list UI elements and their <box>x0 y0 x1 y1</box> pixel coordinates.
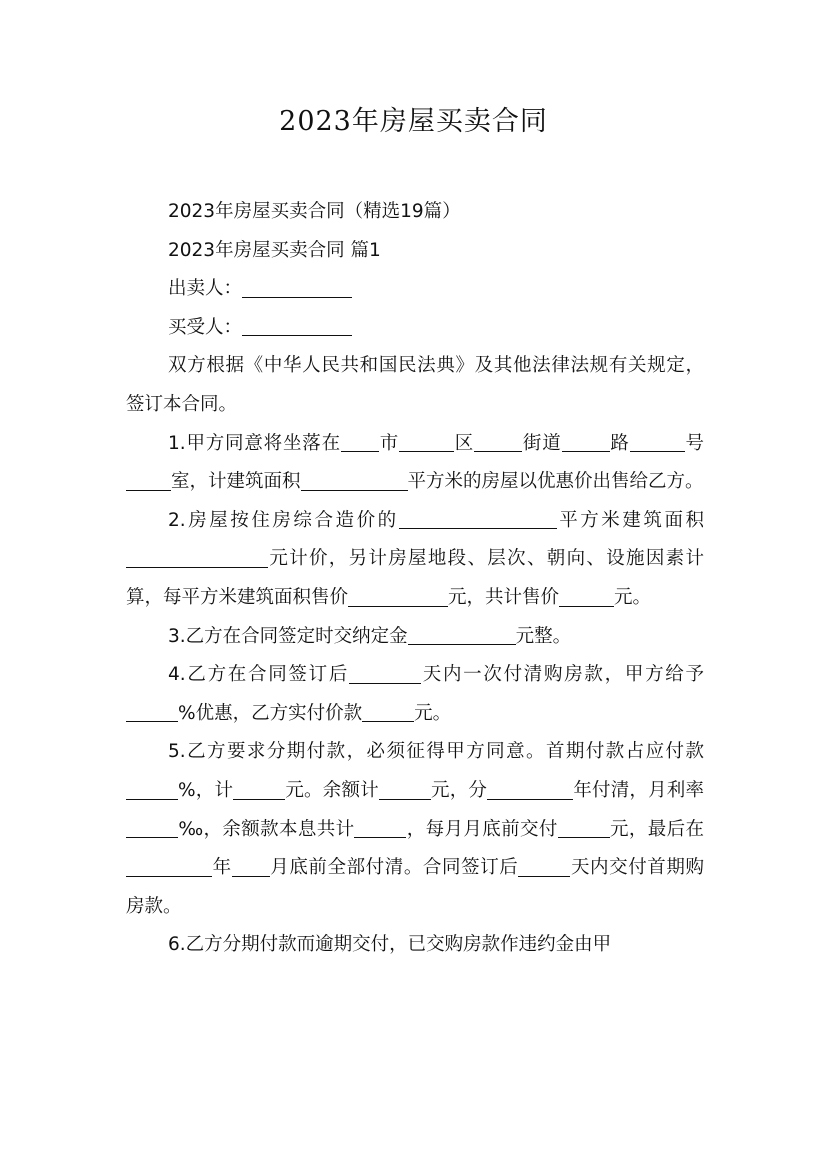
fill-in-blank <box>474 432 522 452</box>
fill-in-blank <box>126 818 178 838</box>
fill-in-blank <box>233 779 285 799</box>
fill-in-blank <box>348 586 448 606</box>
fill-in-blank <box>126 856 212 876</box>
fill-in-blank <box>242 277 352 297</box>
paragraph-text: 2023年房屋买卖合同（精选19篇） <box>168 201 461 222</box>
fill-in-blank <box>399 509 557 529</box>
paragraph-text: 2.房屋按住房综合造价的 <box>168 509 399 531</box>
paragraph-text: %，计 <box>178 779 234 801</box>
paragraph-text: 3.乙方在合同签定时交纳定金 <box>168 625 408 647</box>
paragraph-text: 年付清，月利率 <box>573 779 704 801</box>
paragraph-text: 路 <box>609 432 630 454</box>
paragraph-text: 元，最后在 <box>609 818 704 840</box>
fill-in-blank <box>354 818 406 838</box>
fill-in-blank <box>559 586 614 606</box>
paragraph-text: 元整。 <box>515 625 572 647</box>
paragraph-text: ‰，余额款本息共计 <box>178 818 355 840</box>
paragraph-text: 区 <box>454 432 475 454</box>
paragraph-text: 号 <box>684 432 704 454</box>
fill-in-blank <box>362 702 414 722</box>
paragraph <box>126 502 704 618</box>
paragraph <box>126 656 704 733</box>
paragraph <box>126 926 704 965</box>
fill-in-blank <box>301 470 408 490</box>
fill-in-blank <box>126 779 178 799</box>
document-body <box>126 193 704 965</box>
paragraph-text: 元，共计售价 <box>448 586 560 608</box>
paragraph-text: 天内一次付清购房款，甲方给予 <box>421 664 704 686</box>
fill-in-blank <box>242 316 352 336</box>
document-title: 2023年房屋买卖合同 <box>279 106 548 137</box>
fill-in-blank <box>518 856 570 876</box>
paragraph <box>126 232 704 271</box>
paragraph-text: 1.甲方同意将坐落在 <box>168 432 341 454</box>
paragraph-text: 元，分 <box>430 779 488 801</box>
paragraph-text: 5.乙方要求分期付款，必须征得甲方同意。首期付款占应付款 <box>168 741 704 763</box>
paragraph-text: 6.乙方分期付款而逾期交付，已交购房款作违约金由甲 <box>168 934 612 956</box>
paragraph-text: 双方根据《中华人民共和国民法典》及其他法律法规有关规定，签订本合同。 <box>126 355 704 415</box>
paragraph-text: 4.乙方在合同签订后 <box>168 664 350 686</box>
paragraph <box>126 733 704 926</box>
fill-in-blank <box>630 432 685 452</box>
paragraph-text: 室，计建筑面积 <box>171 471 301 493</box>
paragraph-text: %优惠，乙方实付价款 <box>178 702 363 724</box>
paragraph-text: 2023年房屋买卖合同 篇1 <box>168 239 381 261</box>
paragraph-text: 元。 <box>414 702 452 724</box>
paragraph <box>126 270 704 309</box>
fill-in-blank <box>379 779 431 799</box>
paragraph <box>126 347 704 424</box>
fill-in-blank <box>349 663 421 683</box>
paragraph <box>126 193 704 232</box>
paragraph <box>126 309 704 348</box>
fill-in-blank <box>399 432 454 452</box>
fill-in-blank <box>558 818 610 838</box>
paragraph-text: ，每月月底前交付 <box>406 818 558 840</box>
paragraph-text: 平方米建筑面积 <box>556 509 704 531</box>
paragraph-text: 元。 <box>614 586 652 608</box>
paragraph-text: 平方米的房屋以优惠价出售给乙方。 <box>407 471 704 493</box>
paragraph <box>126 618 704 657</box>
paragraph-text: 月底前全部付清。合同签订后 <box>269 857 519 879</box>
paragraph-text: 出卖人： <box>168 278 243 300</box>
fill-in-blank <box>408 625 516 645</box>
paragraph-text: 元。余额计 <box>285 779 379 801</box>
paragraph <box>126 425 704 502</box>
paragraph-text: 市 <box>378 432 399 454</box>
fill-in-blank <box>126 702 178 722</box>
fill-in-blank <box>126 548 268 568</box>
fill-in-blank <box>232 856 270 876</box>
fill-in-blank <box>487 779 573 799</box>
fill-in-blank <box>126 470 171 490</box>
fill-in-blank <box>341 432 379 452</box>
paragraph-text: 街道 <box>522 432 562 454</box>
paragraph-text: 年 <box>212 857 232 879</box>
paragraph-text: 元计价，另计房屋地段、层次、朝向、设施因素计算，每平方米建筑面积售价 <box>126 548 704 608</box>
paragraph-text: 买受人： <box>168 316 243 338</box>
fill-in-blank <box>562 432 610 452</box>
paragraph-text: 天内交付首期购房款。 <box>126 857 704 917</box>
